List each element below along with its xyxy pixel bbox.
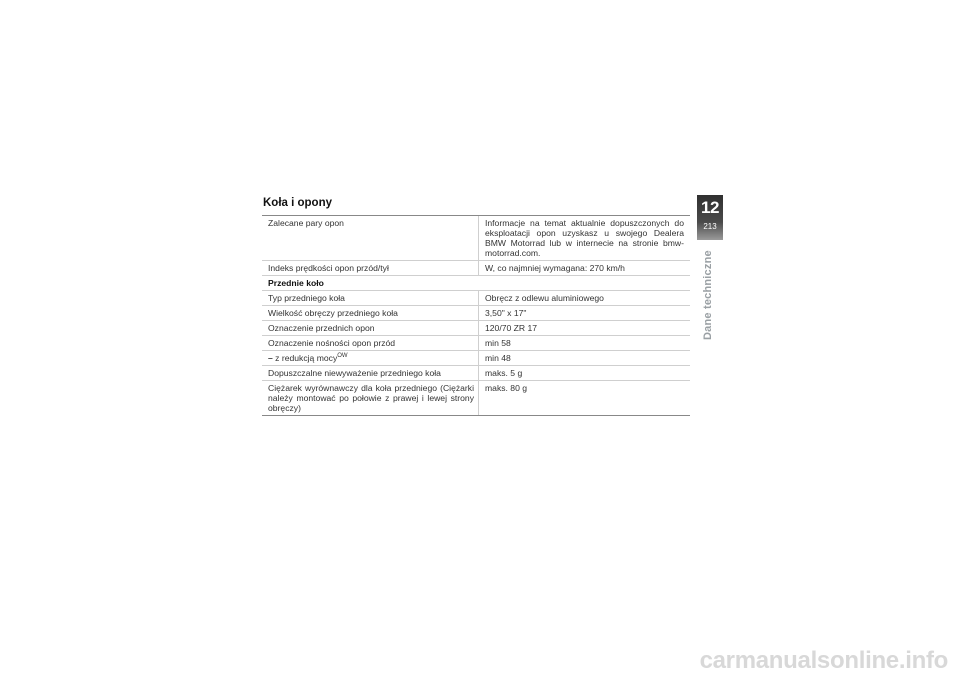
table-row: [262, 381, 690, 416]
table-row: [262, 321, 690, 336]
row-value: 3,50" x 17": [485, 308, 527, 318]
watermark: carmanualsonline.info: [699, 647, 948, 674]
row-label: Ciężarek wyrównawczy dla koła przedniego (Ciężarki należy montować po połowie z prawej i lewej strony obręczy): [262, 381, 479, 415]
row-label-text: z redukcją mocy: [275, 353, 338, 363]
table-row: [262, 291, 690, 306]
row-label: Wielkość obręczy przedniego koła: [262, 306, 479, 320]
row-label: Zalecane pary opon: [262, 216, 479, 260]
row-label: Typ przedniego koła: [262, 291, 479, 305]
row-value: 120/70 ZR 17: [485, 323, 538, 333]
row-value: Obręcz z odlewu aluminiowego: [485, 293, 604, 303]
row-label: Dopuszczalne niewyważenie przedniego koła: [262, 366, 479, 380]
page-number: 213: [703, 222, 717, 231]
row-label: Indeks prędkości opon przód/tył: [262, 261, 479, 275]
table-row: [262, 351, 690, 366]
row-label: [262, 351, 479, 365]
table-row: [262, 366, 690, 381]
row-label: Oznaczenie nośności opon przód: [262, 336, 479, 350]
table-row: [262, 306, 690, 321]
row-value: maks. 5 g: [485, 368, 523, 378]
table-row: [262, 336, 690, 351]
spec-table: [262, 215, 690, 416]
row-value: min 58: [485, 338, 511, 348]
section-title: Koła i opony: [263, 197, 332, 209]
table-subheading: Przednie koło: [268, 278, 324, 288]
chapter-title: Dane techniczne: [702, 250, 714, 340]
row-value: Informacje na temat aktualnie dopuszczonych do eksploatacji opon uzyskasz u swojego Dealera BMW Motorrad lub w internecie na stronie bmw-motorrad.com.: [485, 218, 684, 258]
footnote-marker: OW: [337, 353, 348, 360]
chapter-number: 12: [701, 198, 719, 217]
table-row: [262, 261, 690, 276]
row-value: min 48: [485, 353, 511, 363]
row-value: maks. 80 g: [485, 383, 528, 393]
list-dash: –: [268, 353, 273, 363]
chapter-tab: [697, 195, 723, 240]
table-subheading-row: [262, 276, 690, 291]
row-value: W, co najmniej wymagana: 270 km/h: [485, 263, 625, 273]
row-label: Oznaczenie przednich opon: [262, 321, 479, 335]
table-row: [262, 216, 690, 261]
